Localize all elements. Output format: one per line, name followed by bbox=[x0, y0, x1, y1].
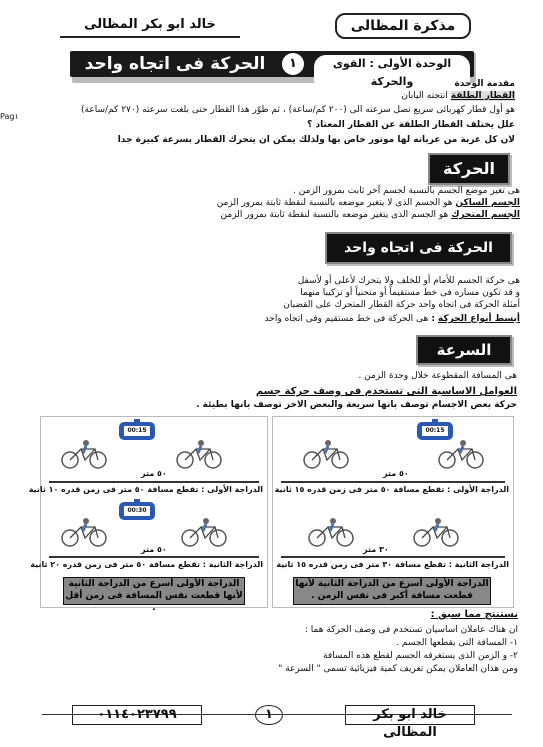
header-author: خالد ابو بكر المظالى bbox=[84, 17, 216, 32]
track-line bbox=[49, 556, 259, 558]
bicycle-icon bbox=[61, 517, 107, 551]
bicycle-icon bbox=[308, 517, 354, 551]
right-example-panel bbox=[272, 416, 514, 608]
stopwatch-time: 00:30 bbox=[127, 507, 147, 514]
intro-line bbox=[60, 91, 515, 102]
stopwatch-time: 00:15 bbox=[425, 427, 445, 434]
intro-answer: لان كل عربة من عرباته لها موتور خاص بها ولذلك يمكن ان يتحرك القطار بسرعة كبيرة جدا bbox=[117, 135, 515, 145]
conclusion-heading: نستنتج مما سبق : bbox=[430, 609, 518, 620]
footer-page-number: ١ bbox=[255, 705, 283, 725]
footer-author: خالد ابو بكر المظالى bbox=[345, 705, 475, 725]
stopwatch-icon bbox=[415, 419, 455, 441]
speed-heading: السرعة bbox=[416, 335, 512, 365]
intro-question: علل يختلف القطار الطلقة عن القطار المعتاد ؟ bbox=[307, 120, 515, 130]
bicycle-icon bbox=[181, 517, 227, 551]
simplest-motion-label: أبسط أنواع الحركة bbox=[437, 314, 520, 324]
one-direction-section bbox=[60, 276, 520, 325]
left-conclusion-note: الدراجة الأولى أسرع من الدراجة الثانية لأنها قطعت نفس المسافة فى زمن أقل . bbox=[63, 577, 245, 605]
unit-label: الوحدة الأولى : القوى والحركة bbox=[314, 55, 470, 91]
factors-line: حركة بعض الاجسام توصف بانها سريعة والبعض الاخر توصف بانها بطيئة . bbox=[196, 400, 517, 410]
bicycle-icon bbox=[303, 439, 349, 473]
distance-label: ٥٠ متر bbox=[383, 469, 409, 478]
conclusion-section bbox=[160, 609, 518, 675]
lesson-title: الحركة فى اتجاه واحد bbox=[84, 54, 266, 74]
simplest-motion-line: أبسط أنواع الحركة : هى الحركة فى خط مستقيم وفى اتجاه واحد bbox=[264, 314, 520, 324]
bicycle-icon bbox=[438, 439, 484, 473]
bullet-train-label: القطار الطلقة bbox=[450, 91, 515, 101]
one-direction-heading: الحركة فى اتجاه واحد bbox=[325, 232, 512, 264]
conclusion-line2: ١- المسافة التى يقطعها الجسم . bbox=[396, 638, 518, 648]
motion-section bbox=[60, 186, 520, 221]
lesson-number: ١ bbox=[282, 53, 304, 75]
distance-label: ٣٠ متر bbox=[363, 545, 389, 554]
static-body-def: هو الجسم الذى لا يتغير موضعه بالنسبة لنقطة ثابتة بمرور الزمن bbox=[216, 198, 453, 208]
bike1-caption: الدراجة الأولى : تقطع مسافة ٥٠ متر فى زمن قدره ١٠ ثانية bbox=[28, 485, 263, 494]
margin-label: Pag١ bbox=[0, 112, 19, 121]
simplest-motion-def: هى الحركة فى خط مستقيم وفى اتجاه واحد bbox=[264, 314, 429, 324]
intro-heading: مقدمة الوحدة bbox=[454, 79, 515, 89]
static-body-label: الجسم الساكن bbox=[455, 198, 520, 208]
conclusion-line1: ان هناك عاملان اساسيان تستخدم فى وصف الحركة هما : bbox=[304, 625, 518, 635]
conclusion-line3: ٢- و الزمن الذى يستغرقه الجسم لقطع هذه المسافة bbox=[323, 651, 518, 661]
motion-heading: الحركة bbox=[428, 153, 510, 185]
moving-body-def: هو الجسم الذى يتغير موضعه بالنسبة لنقطة ثابتة بمرور الزمن bbox=[220, 210, 449, 220]
bicycle-icon bbox=[413, 517, 459, 551]
bike1-caption: الدراجة الأولى : تقطع مسافة ٥٠ متر فى زمن قدره ١٥ ثانية bbox=[274, 485, 509, 494]
track-line bbox=[281, 556, 505, 558]
speed-section bbox=[55, 371, 517, 411]
page-title: مذكرة المظالى bbox=[350, 18, 456, 34]
bicycle-icon bbox=[61, 439, 107, 473]
stopwatch-time: 00:15 bbox=[127, 427, 147, 434]
intro-section bbox=[60, 79, 515, 146]
conclusion-line4: ومن هذان العاملان يمكن تعريف كمية فيزيائية تسمى " السرعة " bbox=[278, 664, 518, 674]
unit-banner bbox=[70, 51, 474, 88]
bike2-caption: الدراجة الثانية : تقطع مسافة ٥٠ متر فى زمن قدره ٢٠ ثانية bbox=[30, 560, 263, 569]
header-underline bbox=[60, 36, 240, 38]
one-dir-line2: و قد تكون مساره فى خط مستقيماً أو منحنياً أو تركيبا منهما bbox=[300, 288, 520, 298]
distance-label: ٥٠ متر bbox=[141, 469, 167, 478]
speed-def: هى المسافة المقطوعة خلال وحدة الزمن . bbox=[358, 371, 517, 381]
left-example-panel bbox=[28, 416, 268, 613]
moving-body-line bbox=[60, 210, 520, 221]
motion-def: هى تغير موضع الجسم بالنسبة لجسم آخر ثابت بمرور الزمن . bbox=[293, 186, 520, 196]
footer-phone: ٠١١٤٠٢٣٧٩٩ bbox=[72, 705, 202, 725]
header-title-box bbox=[335, 13, 471, 39]
bicycle-icon bbox=[176, 439, 222, 473]
stopwatch-icon bbox=[117, 419, 157, 441]
track-line bbox=[281, 481, 505, 483]
stopwatch-icon bbox=[117, 499, 157, 521]
moving-body-label: الجسم المتحرك bbox=[451, 210, 520, 220]
track-line bbox=[49, 481, 259, 483]
intro-line2: هو أول قطار كهربائى سريع تصل سرعته الى (٢٠٠ كم/ساعة) ، ثم طوّر هذا القطار حتى بلغت سرعته (٢٧٠ كم/ساعة) bbox=[81, 105, 515, 115]
bike2-caption: الدراجة الثانية : تقطع مسافة ٣٠ متر فى زمن قدره ١٥ ثانية bbox=[276, 560, 509, 569]
right-conclusion-note: الدراجة الأولى أسرع من الدراجة الثانية لأنها قطعت مسافة أكبر فى نفس الزمن . bbox=[293, 577, 491, 605]
distance-label: ٥٠ متر bbox=[141, 545, 167, 554]
factors-label: العوامل الاساسية التى تستخدم فى وصف حركة جسم bbox=[255, 386, 517, 397]
intro-line1: انتجته اليابان bbox=[401, 91, 448, 101]
static-body-line bbox=[60, 198, 520, 209]
one-dir-line1: هى حركة الجسم للأمام أو للخلف ولا يتحرك لأعلى أو لأسفل bbox=[297, 276, 520, 286]
one-dir-line3: أمثلة الحركة فى اتجاه واحد حركة القطار المتحرك على القضبان bbox=[283, 300, 520, 310]
